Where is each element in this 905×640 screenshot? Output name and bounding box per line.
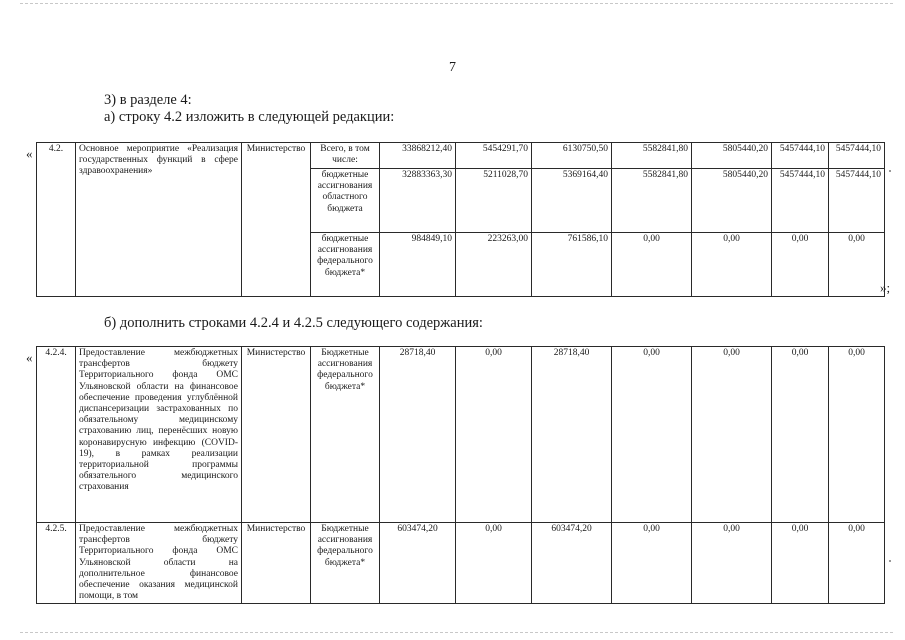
amount-cell: 603474,20 xyxy=(532,523,612,604)
row-description: Предоставление межбюджетных трансфертов бюджету Территориального фонда ОМС Ульяновской области на дополнительное финансовое обеспечение оказания медицинской помощи, в том xyxy=(76,523,242,604)
amount-cell: 5454291,70 xyxy=(456,143,532,169)
amount-cell: 6130750,50 xyxy=(532,143,612,169)
funding-source: Всего, в том числе: xyxy=(311,143,380,169)
amount-cell: 5805440,20 xyxy=(692,143,772,169)
item-b-text: б) дополнить строками 4.2.4 и 4.2.5 следующего содержания: xyxy=(104,315,483,331)
amount-cell: 28718,40 xyxy=(532,347,612,523)
amount-cell: 0,00 xyxy=(772,347,829,523)
amount-cell: 28718,40 xyxy=(380,347,456,523)
amount-cell: 223263,00 xyxy=(456,233,532,297)
row-executor: Министерство xyxy=(242,523,311,604)
row-code: 4.2. xyxy=(37,143,76,297)
quote-open-mark: « xyxy=(26,350,33,365)
amount-cell: 0,00 xyxy=(692,523,772,604)
amount-cell: 0,00 xyxy=(692,233,772,297)
row-4-2-table xyxy=(36,142,885,297)
amount-cell: 0,00 xyxy=(456,523,532,604)
amount-cell: 761586,10 xyxy=(532,233,612,297)
amount-cell: 0,00 xyxy=(772,523,829,604)
row-executor: Министерство xyxy=(242,347,311,523)
scan-border-bottom xyxy=(20,632,893,633)
rows-4-2-4-and-4-2-5-table xyxy=(36,346,885,604)
amount-cell: 0,00 xyxy=(692,347,772,523)
scan-speck xyxy=(889,560,891,562)
amount-cell: 603474,20 xyxy=(380,523,456,604)
amount-cell: 5457444,10 xyxy=(829,143,885,169)
row-description: Предоставление межбюджетных трансфертов бюджету Территориального фонда ОМС Ульяновской области на финансовое обеспечение проведения углублённой диспансеризации застрахованных по обязательному медицинскому страхованию лиц, перенёсших новую коронавирусную инфекцию (COVID-19), в рамках реализации территориальной программы обязательного медицинского страхования xyxy=(76,347,242,523)
amount-cell: 5369164,40 xyxy=(532,169,612,233)
amount-cell: 0,00 xyxy=(829,233,885,297)
amount-cell: 5805440,20 xyxy=(692,169,772,233)
amount-cell: 0,00 xyxy=(456,347,532,523)
amount-cell: 0,00 xyxy=(612,347,692,523)
scan-speck xyxy=(889,170,891,172)
amount-cell: 5457444,10 xyxy=(829,169,885,233)
amount-cell: 0,00 xyxy=(612,523,692,604)
amount-cell: 0,00 xyxy=(829,347,885,523)
row-code: 4.2.4. xyxy=(37,347,76,523)
amount-cell: 5457444,10 xyxy=(772,169,829,233)
row-executor: Министерство xyxy=(242,143,311,297)
amount-cell: 5582841,80 xyxy=(612,169,692,233)
page-number: 7 xyxy=(449,60,456,75)
row-code: 4.2.5. xyxy=(37,523,76,604)
amount-cell: 0,00 xyxy=(772,233,829,297)
amount-cell: 5582841,80 xyxy=(612,143,692,169)
scan-border-top xyxy=(20,3,893,4)
section-intro: 3) в разделе 4: xyxy=(104,92,192,108)
row-description: Основное мероприятие «Реализация государственных функций в сфере здравоохранения» xyxy=(76,143,242,297)
funding-source: бюджетные ассигнования федерального бюджета* xyxy=(311,233,380,297)
amount-cell: 5457444,10 xyxy=(772,143,829,169)
amount-cell: 5211028,70 xyxy=(456,169,532,233)
amount-cell: 32883363,30 xyxy=(380,169,456,233)
funding-source: бюджетные ассигнования областного бюджета xyxy=(311,169,380,233)
amount-cell: 0,00 xyxy=(612,233,692,297)
amount-cell: 0,00 xyxy=(829,523,885,604)
item-a-text: а) строку 4.2 изложить в следующей редакции: xyxy=(104,109,395,125)
funding-source: Бюджетные ассигнования федерального бюджета* xyxy=(311,523,380,604)
quote-open-mark: « xyxy=(26,146,33,161)
funding-source: Бюджетные ассигнования федерального бюджета* xyxy=(311,347,380,523)
quote-close-mark: »; xyxy=(880,280,891,295)
amount-cell: 33868212,40 xyxy=(380,143,456,169)
amount-cell: 984849,10 xyxy=(380,233,456,297)
